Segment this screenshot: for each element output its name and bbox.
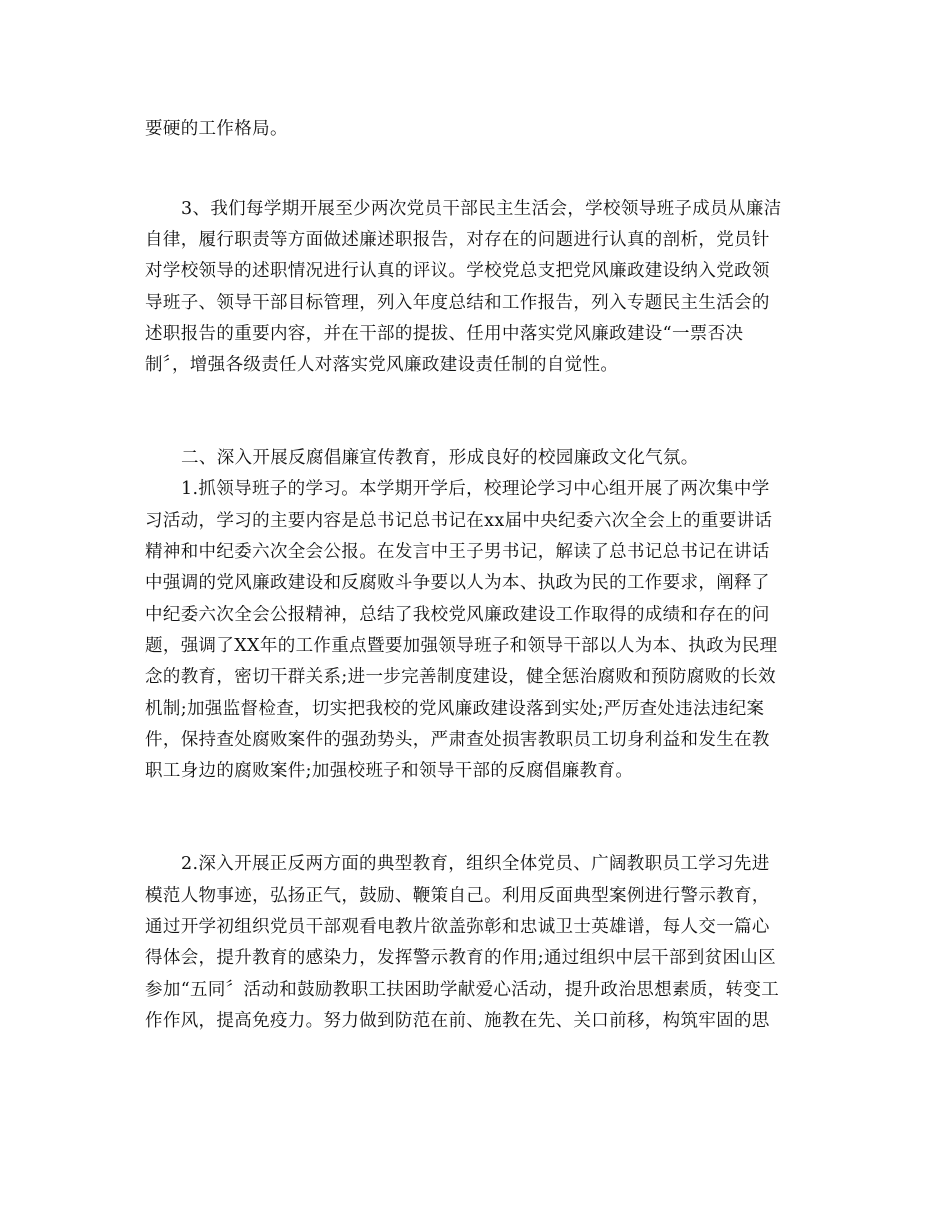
- text-line: 要硬的工作格局。: [145, 119, 288, 139]
- paragraph-1-line: 精神和中纪委六次全会公报。在发言中王子男书记，解读了总书记总书记在讲话: [145, 542, 770, 562]
- paragraph-3-line: 对学校领导的述职情况进行认真的评议。学校党总支把党风廉政建设纳入党政领: [145, 261, 770, 281]
- paragraph-3-line: 自律，履行职责等方面做述廉述职报告，对存在的问题进行认真的剖析，党员针: [145, 230, 770, 250]
- paragraph-1-line: 中纪委六次全会公报精神，总结了我校党风廉政建设工作取得的成绩和存在的问: [145, 605, 770, 625]
- paragraph-1-line: 件，保持查处腐败案件的强劲势头，严肃查处损害教职员工切身利益和发生在教: [145, 730, 770, 750]
- paragraph-3-line: 3、我们每学期开展至少两次党员干部民主生活会，学校领导班子成员从廉洁: [181, 199, 782, 219]
- paragraph-1-line: 职工身边的腐败案件;加强校班子和领导干部的反腐倡廉教育。: [145, 761, 634, 781]
- paragraph-1-line: 机制;加强监督检查，切实把我校的党风廉政建设落到实处;严厉查处违法违纪案: [145, 699, 765, 719]
- paragraph-1-line: 中强调的党风廉政建设和反腐败斗争要以人为本、执政为民的工作要求，阐释了: [145, 573, 770, 593]
- paragraph-1-line: 1.抓领导班子的学习。本学期开学后，校理论学习中心组开展了两次集中学: [181, 479, 770, 499]
- paragraph-2-line: 通过开学初组织党员干部观看电教片欲盖弥彰和忠诚卫士英雄谱，每人交一篇心: [145, 917, 770, 937]
- paragraph-2-line: 得体会，提升教育的感染力，发挥警示教育的作用;通过组织中层干部到贫困山区: [145, 948, 776, 968]
- paragraph-2-line: 模范人物事迹，弘扬正气，鼓励、鞭策自己。利用反面典型案例进行警示教育，: [145, 886, 770, 906]
- paragraph-1-line: 习活动，学习的主要内容是总书记总书记在xx届中央纪委六次全会上的重要讲话: [145, 511, 773, 531]
- section-heading: 二、深入开展反腐倡廉宣传教育，形成良好的校园廉政文化气氛。: [181, 448, 699, 468]
- paragraph-2-line: 作作风，提高免疫力。努力做到防范在前、施教在先、关口前移，构筑牢固的思: [145, 1011, 770, 1031]
- paragraph-3-line: 制〞，增强各级责任人对落实党风廉政建设责任制的自觉性。: [145, 355, 619, 375]
- paragraph-2-line: 参加“五同〞活动和鼓励教职工扶困助学献爱心活动，提升政治思想素质，转变工: [145, 980, 780, 1000]
- paragraph-1-line: 念的教育，密切干群关系;进一步完善制度建设，健全惩治腐败和预防腐败的长效: [145, 667, 776, 687]
- paragraph-1-line: 题，强调了XX年的工作重点暨要加强领导班子和领导干部以人为本、执政为民理: [145, 636, 778, 656]
- paragraph-2-line: 2.深入开展正反两方面的典型教育，组织全体党员、广阔教职员工学习先进: [181, 854, 770, 874]
- paragraph-3-line: 述职报告的重要内容，并在干部的提拔、任用中落实党风廉政建设“一票否决: [145, 324, 744, 344]
- paragraph-3-line: 导班子、领导干部目标管理，列入年度总结和工作报告，列入专题民主生活会的: [145, 293, 770, 313]
